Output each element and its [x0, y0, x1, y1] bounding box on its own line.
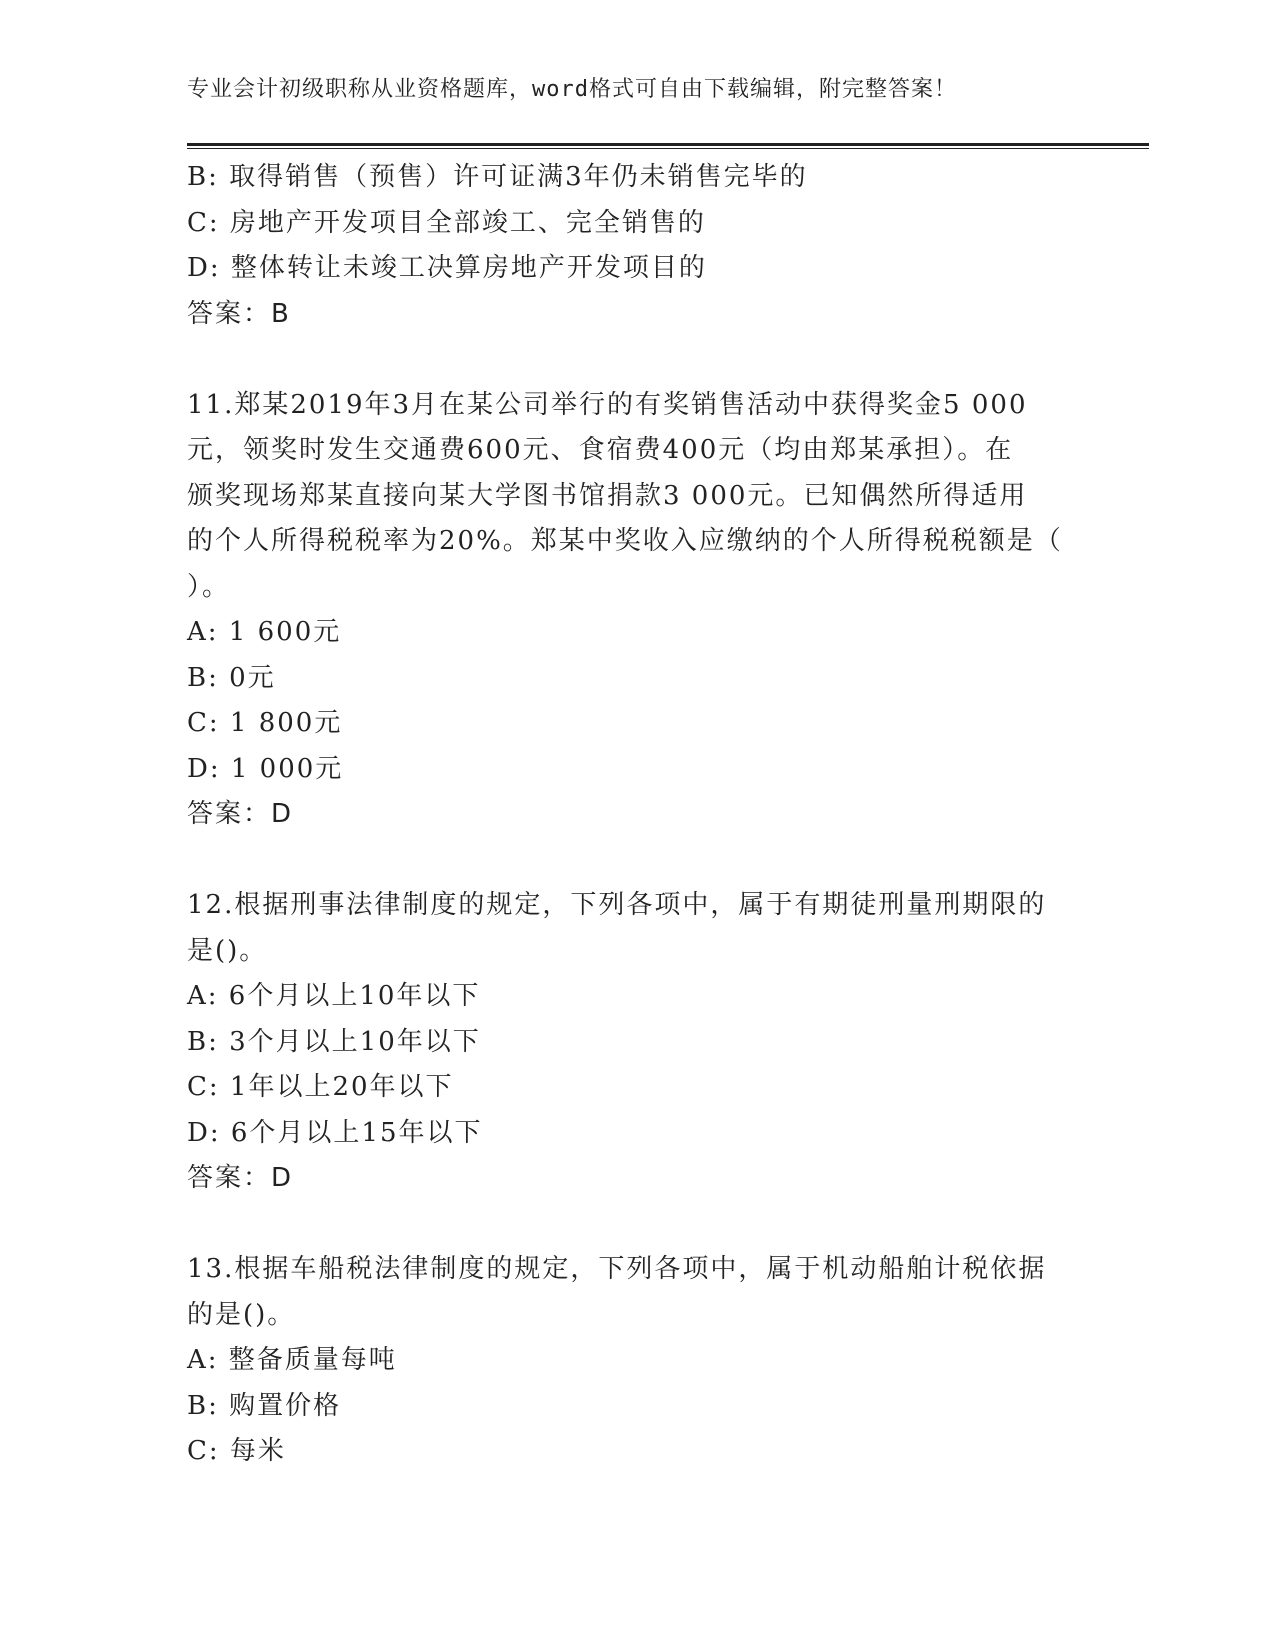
- spacer: [187, 838, 1087, 884]
- option-line: B: 取得销售（预售）许可证满3年仍未销售完毕的: [187, 162, 808, 192]
- option-b: B: 3个月以上10年以下: [187, 1026, 481, 1057]
- spacer: [187, 337, 1087, 383]
- question-stem-line: 的个人所得税税率为20%。郑某中奖收入应缴纳的个人所得税税额是（: [187, 526, 1063, 556]
- question-stem-line: ）。: [187, 571, 231, 602]
- question-11: [187, 383, 1087, 838]
- option-d: D: 6个月以上15年以下: [187, 1117, 483, 1148]
- option-c: C: 1 800元: [187, 708, 343, 738]
- question-stem-line: 颁奖现场郑某直接向某大学图书馆捐款3 000元。已知偶然所得适用: [187, 480, 1028, 511]
- option-b: B: 0元: [187, 662, 276, 693]
- spacer: [187, 1202, 1087, 1248]
- option-b: B: 购置价格: [187, 1390, 342, 1421]
- option-c: C: 每米: [187, 1436, 286, 1466]
- option-c: C: 1年以上20年以下: [187, 1072, 454, 1102]
- option-d: D: 1 000元: [187, 753, 344, 784]
- question-stem-line: 11.郑某2019年3月在某公司举行的有奖销售活动中获得奖金5 000: [187, 389, 1028, 420]
- document-body: [187, 155, 1087, 1475]
- header-divider: [187, 143, 1149, 149]
- option-a: A: 整备质量每吨: [187, 1345, 397, 1375]
- answer-line: 答案：D: [187, 799, 294, 829]
- option-line: D: 整体转让未竣工决算房地产开发项目的: [187, 253, 707, 283]
- page-header: 专业会计初级职称从业资格题库，word格式可自由下载编辑，附完整答案！: [187, 77, 957, 102]
- option-a: A: 6个月以上10年以下: [187, 981, 481, 1011]
- question-13: [187, 1247, 1087, 1475]
- question-stem-line: 的是()。: [187, 1299, 296, 1330]
- question-stem-line: 13.根据车船税法律制度的规定，下列各项中，属于机动船舶计税依据: [187, 1254, 1047, 1284]
- answer-line: 答案：D: [187, 1163, 294, 1193]
- question-stem-line: 12.根据刑事法律制度的规定，下列各项中，属于有期徒刑量刑期限的: [187, 890, 1047, 920]
- option-a: A: 1 600元: [187, 617, 342, 647]
- answer-line: 答案：B: [187, 298, 291, 329]
- question-stem-line: 元，领奖时发生交通费600元、食宿费400元（均由郑某承担）。在: [187, 435, 1014, 465]
- option-line: C: 房地产开发项目全部竣工、完全销售的: [187, 207, 706, 238]
- question-12: [187, 883, 1087, 1202]
- question-stem-line: 是()。: [187, 935, 268, 966]
